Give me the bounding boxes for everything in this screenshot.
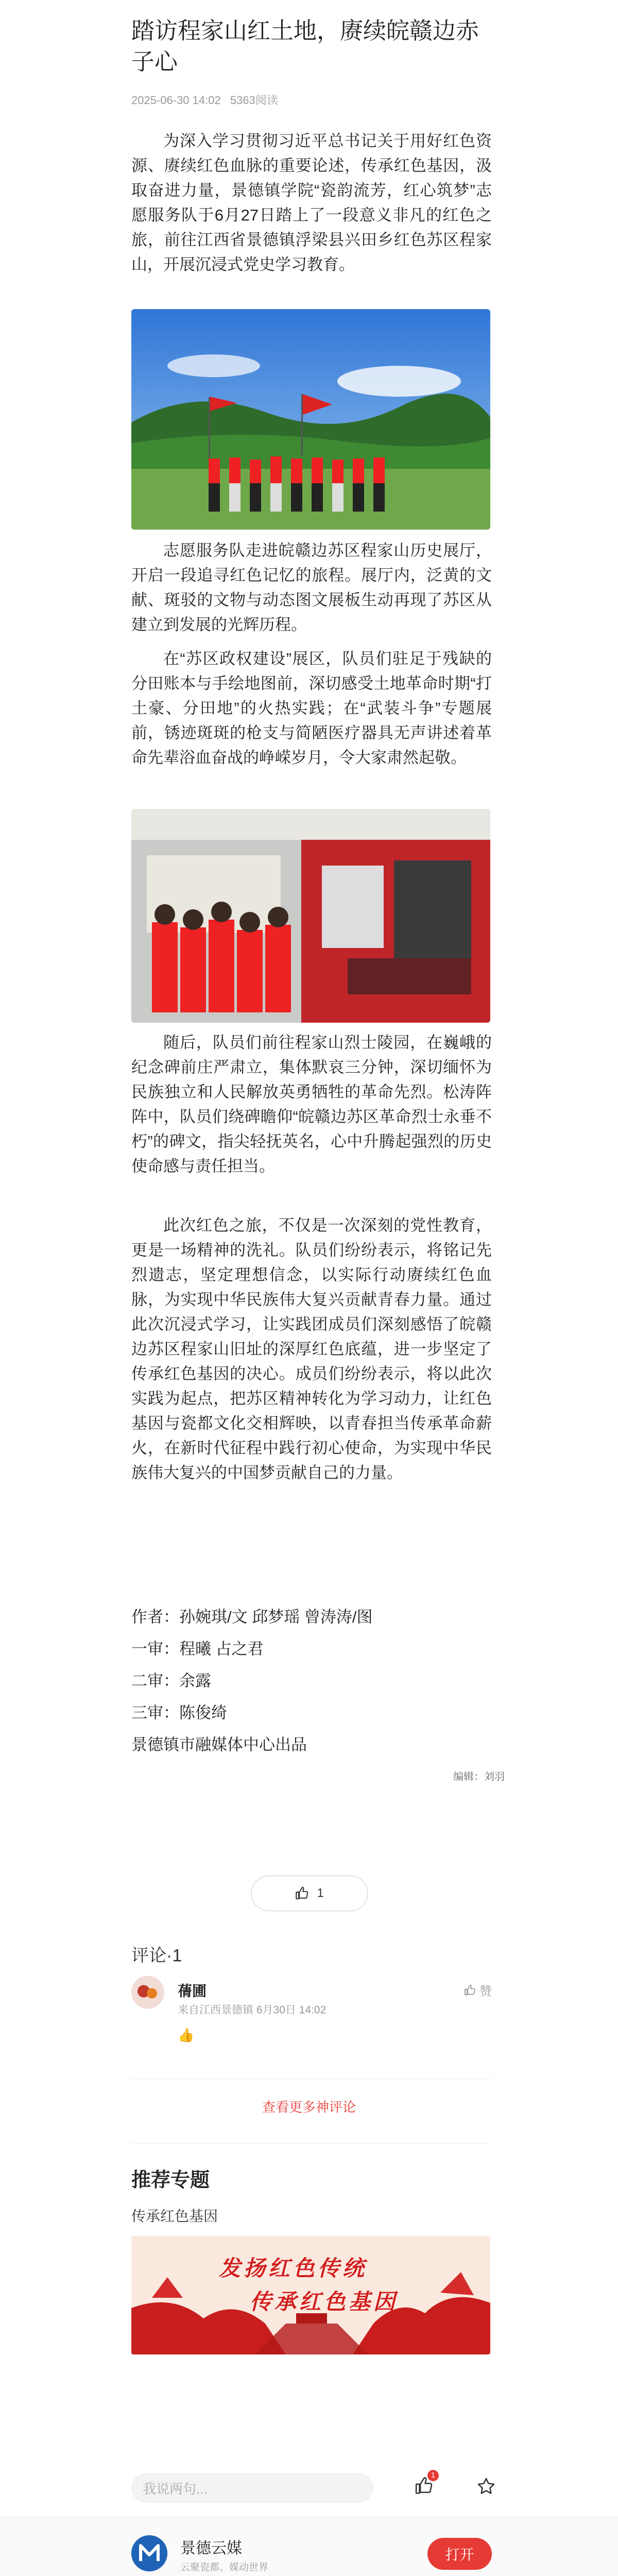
comment-like-button[interactable] — [464, 1981, 492, 1999]
comment-text: 👍 — [178, 2027, 195, 2043]
comment-source: 来自江西景德镇 — [178, 2004, 253, 2016]
comment-like-label: 赞 — [479, 1985, 492, 1998]
credit-author: 作者：孙婉琪/文 邱梦瑶 曾涛涛/图 — [131, 1608, 373, 1626]
comment-item — [131, 1976, 492, 2053]
article-title: 踏访程家山红土地，赓续皖赣边赤子心 — [131, 18, 479, 75]
view-count: 5363阅读 — [230, 94, 278, 107]
star-icon — [476, 2477, 496, 2496]
app-name: 景德云媒 — [180, 2540, 242, 2557]
comment-info — [178, 2002, 326, 2017]
article-paragraph-3: 在“苏区政权建设”展区，队员们驻足于残缺的分田账本与手绘地图前，深切感受土地革命时期“打土豪、分田地”的火热实践；在“武装斗争”专题展前，锈迹斑斑的枪支与简陋医疗器具无声讲述着革命先辈浴血奋战的峥嵘岁月，令大家肃然起敬。 — [131, 650, 492, 767]
article-like-count: 1 — [317, 1886, 324, 1900]
favorite-button[interactable] — [476, 2477, 496, 2499]
article-meta — [131, 92, 284, 108]
article-paragraph-5: 此次红色之旅，不仅是一次深刻的党性教育，更是一场精神的洗礼。队员们纷纷表示，将铭记先烈遗志，坚定理想信念，以实际行动赓续红色血脉，为实现中华民族伟大复兴贡献青春力量。通过此次沉浸式学习，让实践团成员们深刻感悟了皖赣边苏区程家山旧址的深厚红色底蕴，进一步坚定了传承红色基因的决心。成员们纷纷表示，将以此次实践为起点，把苏区精神转化为学习动力，让红色基因与瓷都文化交相辉映，以青春担当传承革命薪火，在新时代征程中践行初心使命，为实现中华民族伟大复兴的中国梦贡献自己的力量。 — [131, 1216, 492, 1482]
credit-producer: 景德镇市融媒体中心出品 — [131, 1736, 307, 1754]
divider — [131, 2143, 492, 2144]
article-paragraph-2: 志愿服务队走进皖赣边苏区程家山历史展厅，开启一段追寻红色记忆的旅程。展厅内，泛黄的文献、斑驳的文物与动态图文展板生动再现了苏区从建立到发展的光辉历程。 — [131, 541, 492, 634]
editor-label: 编辑：刘羽 — [453, 1771, 505, 1783]
credit-review-3: 三审：陈俊绮 — [131, 1704, 227, 1722]
avatar[interactable] — [131, 1976, 164, 2009]
app-slogan: 云聚瓷都、媒动世界 — [180, 2562, 269, 2573]
credit-review-1: 一审：程曦 占之君 — [131, 1640, 264, 1658]
recommend-title: 推荐专题 — [131, 2170, 210, 2191]
article-photo-group[interactable] — [131, 309, 490, 530]
comment-time: 6月30日 14:02 — [256, 2004, 327, 2016]
publish-date: 2025-06-30 14:02 — [131, 94, 221, 107]
article-like-button[interactable] — [251, 1875, 368, 1911]
comment-input[interactable]: 我说两句... — [131, 2473, 373, 2503]
open-app-button[interactable]: 打开 — [427, 2538, 492, 2570]
credit-review-2: 二审：余露 — [131, 1672, 211, 1690]
app-download-bar — [0, 2517, 618, 2576]
article-photo-exhibition[interactable] — [131, 809, 490, 1023]
recommend-banner[interactable] — [131, 2236, 490, 2354]
more-comments-link[interactable]: 查看更多神评论 — [262, 2099, 356, 2115]
comment-user-name[interactable]: 蒨圃 — [178, 1983, 207, 1999]
banner-line-2: 传承红色基因 — [250, 2289, 399, 2314]
article-paragraph-1: 为深入学习贯彻习近平总书记关于用好红色资源、赓续红色血脉的重要论述，传承红色基因，汲取奋进力量，景德镇学院“瓷韵流芳，红心筑梦”志愿服务队于6月27日踏上了一段意义非凡的红色之旅，前往江西省景德镇浮梁县兴田乡红色苏区程家山，开展沉浸式党史学习教育。 — [131, 132, 492, 274]
recommend-topic[interactable]: 传承红色基因 — [131, 2208, 218, 2224]
article-paragraph-4: 随后，队员们前往程家山烈士陵园，在巍峨的纪念碑前庄严肃立，集体默哀三分钟，深切缅怀为民族独立和人民解放英勇牺牲的革命先烈。松涛阵阵中，队员们绕碑瞻仰“皖赣边苏区革命烈士永垂不朽”的碑文，指尖轻抚英名，心中升腾起强烈的历史使命感与责任担当。 — [131, 1033, 492, 1175]
comments-title: 评论·1 — [131, 1946, 182, 1965]
like-badge: 1 — [427, 2470, 439, 2481]
bottom-action-bar — [0, 2463, 618, 2514]
app-logo-icon — [131, 2535, 167, 2571]
banner-line-1: 发扬红色传统 — [219, 2256, 368, 2281]
thumbs-up-icon — [295, 1886, 310, 1901]
thumbs-up-icon — [464, 1984, 476, 1996]
